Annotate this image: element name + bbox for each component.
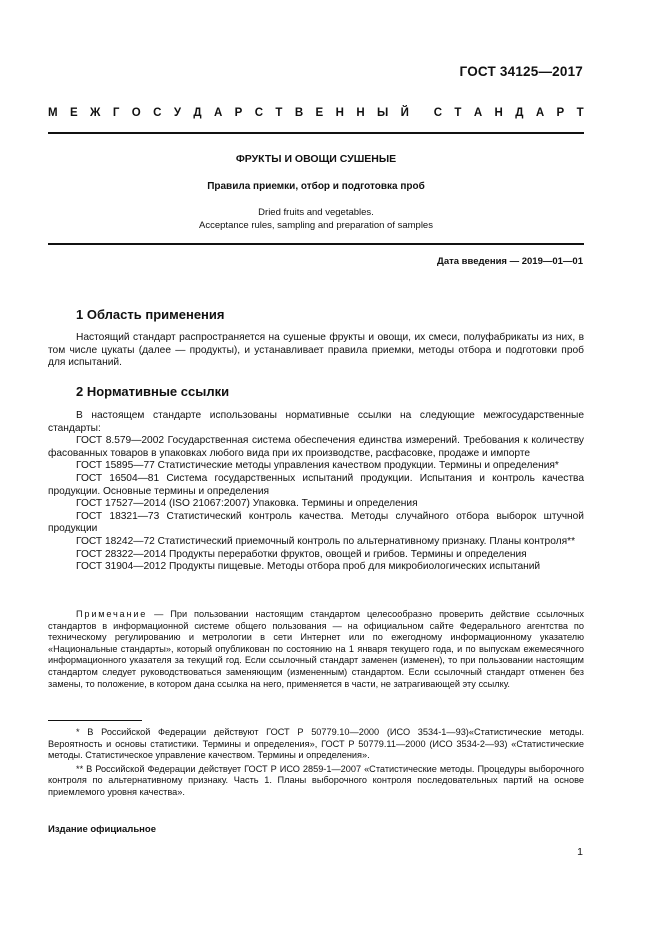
standard-banner (48, 107, 584, 119)
banner-letter: Ж (90, 107, 101, 119)
note-paragraph (48, 609, 584, 690)
document-code: ГОСТ 34125—2017 (459, 64, 583, 79)
reference-item: ГОСТ 16504—81 Система государственных испытаний продукции. Испытания и контроль качества продукции. Основные термины и определения (48, 472, 584, 497)
section-2-heading: 2 Нормативные ссылки (76, 384, 230, 399)
banner-letter: О (131, 107, 141, 119)
introduction-date: Дата введения — 2019—01—01 (437, 256, 583, 267)
banner-letter: Й (400, 107, 409, 119)
reference-item: ГОСТ 18321—73 Статистический контроль качества. Методы случайного отбора выборок штучной продукции (48, 510, 584, 535)
english-title (48, 206, 584, 232)
banner-letter: А (535, 107, 545, 119)
banner-letter: С (153, 107, 162, 119)
banner-letter: Т (576, 107, 584, 119)
footnote-item: * В Российской Федерации действуют ГОСТ Р 50779.10—2000 (ИСО 3534-1—93)«Статистические методы. Вероятность и основы статистики. Термины и определения», ГОСТ Р 50779.11—2000 (ИСО 3534-2—93) «Статистические методы. Статистическое управление качеством. Термины и определения». (48, 727, 584, 761)
section-2-intro: В настоящем стандарте использованы нормативные ссылки на следующие межгосударственные стандарты: (48, 410, 584, 434)
banner-letter: В (294, 107, 304, 119)
footnotes (48, 727, 584, 799)
top-divider (48, 132, 584, 134)
banner-letter: Н (494, 107, 503, 119)
banner-letter: Р (556, 107, 565, 119)
section-2-body (48, 410, 584, 574)
footnote-item: ** В Российской Федерации действует ГОСТ Р ИСО 2859-1—2007 «Статистические методы. Процедуры выборочного контроля по альтернативному признаку. Часть 1. Планы выборочного контроля последовательных партий на основе приемлемого уровня качества». (48, 763, 584, 797)
banner-letter: Е (69, 107, 78, 119)
document-title: ФРУКТЫ И ОВОЩИ СУШЕНЫЕ (235, 153, 397, 165)
note-text: — При пользовании настоящим стандартом целесообразно проверить действие ссылочных стандартов в информационной системе общего пользования — на официальном сайте Федерального агентства по техническому регулированию и метрологии в сети Интернет или по ежегодному информационному указателю «Национальные стандарты», который опубликован по состоянию на 1 января текущего года, и по выпускам ежемесячного информационного указателя за текущий год. Если ссылочный стандарт заменен (изменен), то при пользовании настоящим стандартом следует руководствоваться заменяющим (измененным) стандартом. Если ссылочный стандарт отменен без замены, то положение, в котором дана ссылка на него, применяется в части, не затрагивающей эту ссылку. (48, 609, 584, 689)
banner-letter: С (254, 107, 264, 119)
official-edition-label: Издание официальное (48, 824, 156, 835)
banner-letter: С (433, 107, 443, 119)
reference-item: ГОСТ 18242—72 Статистический приемочный контроль по альтернативному признаку. Планы контроля** (76, 535, 576, 547)
banner-letter: У (173, 107, 181, 119)
title-divider (48, 243, 584, 245)
banner-letter: Н (356, 107, 365, 119)
banner-letter: Д (515, 107, 524, 119)
english-title-line: Acceptance rules, sampling and preparation of samples (199, 220, 433, 231)
banner-letter: Т (275, 107, 283, 119)
reference-item: ГОСТ 15895—77 Статистические методы управления качеством продукции. Термины и определения* (76, 460, 559, 472)
page-number: 1 (577, 846, 583, 858)
english-title-line: Dried fruits and vegetables. (258, 207, 374, 218)
banner-letter: Г (112, 107, 120, 119)
banner-letter: Ы (377, 107, 389, 119)
note-label: Примечание (76, 609, 148, 619)
footnote-divider (48, 720, 142, 721)
section-1-paragraph: Настоящий стандарт распространяется на сушеные фрукты и овощи, их смеси, полуфабрикаты из них, в том числе цукаты (далее — продукты), и устанавливает правила приемки, методы отбора и подготовки проб для испытаний. (48, 332, 584, 369)
reference-item: ГОСТ 28322—2014 Продукты переработки фруктов, овощей и грибов. Термины и определения (76, 548, 527, 560)
reference-item: ГОСТ 8.579—2002 Государственная система обеспечения единства измерений. Требования к количеству фасованных товаров в упаковках любого вида при их производстве, расфасовке, продаже и импорте (48, 435, 584, 459)
banner-letter: Д (193, 107, 202, 119)
banner-letter: Е (315, 107, 324, 119)
banner-letter: Т (454, 107, 462, 119)
banner-letter: А (213, 107, 223, 119)
section-1-heading: 1 Область применения (76, 307, 225, 322)
banner-letter: Н (335, 107, 344, 119)
document-subtitle: Правила приемки, отбор и подготовка проб (207, 181, 425, 192)
banner-letter: Р (234, 107, 243, 119)
reference-item: ГОСТ 31904—2012 Продукты пищевые. Методы отбора проб для микробиологических испытаний (76, 561, 541, 573)
banner-letter: М (48, 107, 58, 119)
reference-item: ГОСТ 17527—2014 (ISO 21067:2007) Упаковка. Термины и определения (76, 498, 418, 510)
section-1-body (48, 332, 584, 370)
section-2-note (48, 609, 584, 690)
banner-letter: А (473, 107, 483, 119)
